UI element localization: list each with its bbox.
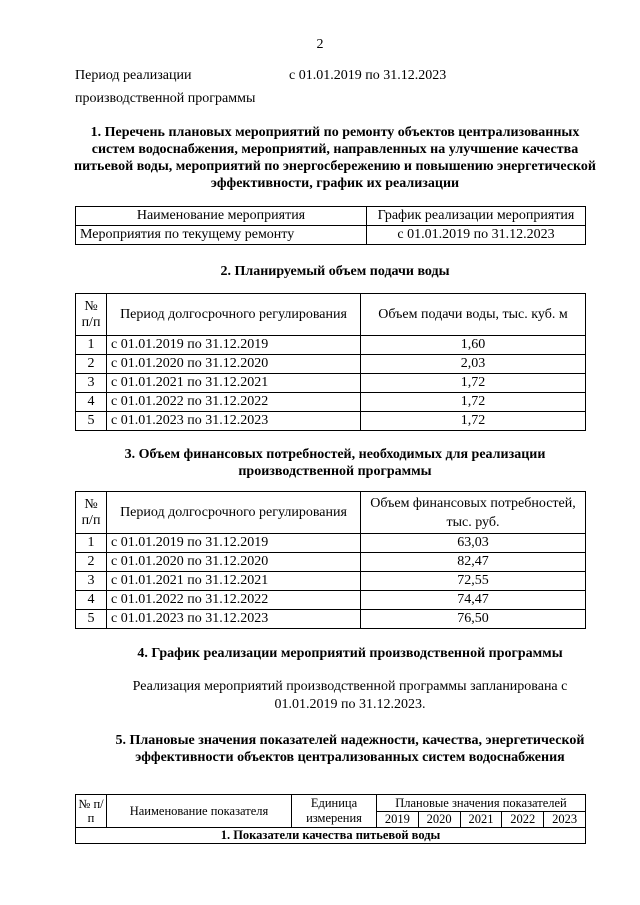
table-cell: 2 <box>76 355 107 374</box>
year-cell: 2022 <box>502 812 544 828</box>
section1-table <box>75 206 586 245</box>
table-cell: с 01.01.2023 по 31.12.2023 <box>107 610 361 629</box>
table-row <box>76 374 586 393</box>
page-number: 2 <box>316 37 324 52</box>
header-cell: № п/п <box>76 294 107 336</box>
table-cell: с 01.01.2022 по 31.12.2022 <box>107 591 361 610</box>
section5-table <box>75 794 586 844</box>
table-cell: 5 <box>76 610 107 629</box>
table-row <box>76 226 586 245</box>
table-cell: 1,72 <box>361 374 586 393</box>
section4-title: 4. График реализации мероприятий производственной программы <box>137 646 563 661</box>
period-label: Период реализации производственной программы <box>75 68 256 106</box>
table-row <box>76 534 586 553</box>
table-cell: с 01.01.2020 по 31.12.2020 <box>107 355 361 374</box>
table-cell: с 01.01.2022 по 31.12.2022 <box>107 393 361 412</box>
table-row <box>76 572 586 591</box>
table-row <box>76 553 586 572</box>
year-cell: 2020 <box>418 812 460 828</box>
header-cell: Наименование показателя <box>107 795 292 828</box>
section3-table <box>75 491 586 629</box>
table-cell: с 01.01.2023 по 31.12.2023 <box>107 412 361 431</box>
table-cell: с 01.01.2019 по 31.12.2019 <box>107 534 361 553</box>
table-cell: 1,72 <box>361 393 586 412</box>
table-cell: 74,47 <box>361 591 586 610</box>
header-cell: Объем подачи воды, тыс. куб. м <box>361 294 586 336</box>
section2-title: 2. Планируемый объем подачи воды <box>220 264 450 279</box>
table-cell: с 01.01.2019 по 31.12.2023 <box>367 226 586 245</box>
table-cell: 2 <box>76 553 107 572</box>
table-cell: 1 <box>76 336 107 355</box>
table-cell: 1 <box>76 534 107 553</box>
table-cell: 76,50 <box>361 610 586 629</box>
section4-text: Реализация мероприятий производственной программы запланирована с 01.01.2019 по 31.12.2023. <box>132 679 568 712</box>
header-cell: № п/п <box>76 492 107 534</box>
year-cell: 2023 <box>544 812 586 828</box>
table-header-row <box>76 207 586 226</box>
table-cell: с 01.01.2021 по 31.12.2021 <box>107 572 361 591</box>
table-cell: Мероприятия по текущему ремонту <box>76 226 367 245</box>
table-header-row <box>76 492 586 534</box>
table-cell: 1,72 <box>361 412 586 431</box>
year-cell: 2021 <box>460 812 502 828</box>
table-cell: 5 <box>76 412 107 431</box>
table-cell: 3 <box>76 572 107 591</box>
table-header-row <box>76 294 586 336</box>
header-cell: Объем финансовых потребностей, тыс. руб. <box>361 492 586 534</box>
header-cell: График реализации мероприятия <box>367 207 586 226</box>
table-cell: 1,60 <box>361 336 586 355</box>
table-row <box>76 355 586 374</box>
table-cell: 4 <box>76 393 107 412</box>
table-row <box>76 610 586 629</box>
table-cell: 82,47 <box>361 553 586 572</box>
table-cell: с 01.01.2020 по 31.12.2020 <box>107 553 361 572</box>
table-row <box>76 393 586 412</box>
table-cell: 4 <box>76 591 107 610</box>
year-cell: 2019 <box>377 812 419 828</box>
table-row <box>76 591 586 610</box>
table-header-row <box>76 795 586 812</box>
table-cell: с 01.01.2021 по 31.12.2021 <box>107 374 361 393</box>
group-row-cell: 1. Показатели качества питьевой воды <box>76 828 586 844</box>
section1-title: 1. Перечень плановых мероприятий по ремонту объектов централизованных систем водоснабжения, мероприятий, направленных на улучшение качества питьевой воды, мероприятий по энергосбережению и повышению энергетической эффективности, график их реализации <box>74 125 596 191</box>
table-cell: 63,03 <box>361 534 586 553</box>
table-row <box>76 828 586 844</box>
header-cell: Единица измерения <box>292 795 377 828</box>
header-cell: Период долгосрочного регулирования <box>107 294 361 336</box>
header-cell: Наименование мероприятия <box>76 207 367 226</box>
header-cell: № п/п <box>76 795 107 828</box>
table-cell: 72,55 <box>361 572 586 591</box>
header-cell: Период долгосрочного регулирования <box>107 492 361 534</box>
section5-title: 5. Плановые значения показателей надежности, качества, энергетической эффективности объектов централизованных систем водоснабжения <box>115 733 585 765</box>
header-cell: Плановые значения показателей <box>377 795 586 812</box>
table-row <box>76 412 586 431</box>
table-row <box>76 336 586 355</box>
table-cell: с 01.01.2019 по 31.12.2019 <box>107 336 361 355</box>
section2-table <box>75 293 586 431</box>
table-cell: 3 <box>76 374 107 393</box>
table-cell: 2,03 <box>361 355 586 374</box>
period-value: с 01.01.2019 по 31.12.2023 <box>289 68 447 83</box>
section3-title: 3. Объем финансовых потребностей, необходимых для реализации производственной программы <box>124 447 546 479</box>
